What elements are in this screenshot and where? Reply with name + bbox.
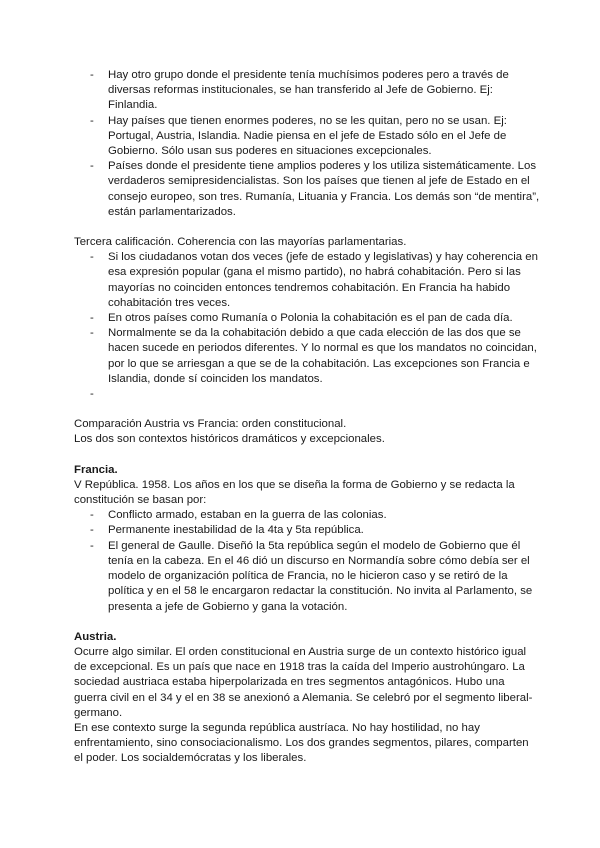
comparison-line: Comparación Austria vs Francia: orden constitucional. [74, 418, 347, 431]
austria-paragraph: Ocurre algo similar. El orden constitucional en Austria surge de un contexto histórico igual de excepcional. Es un país que nace en 1918 tras la caída del Imperio austrohúngaro. La sociedad austriaca estaba hiperpolarizada en tres segmentos antagónicos. Hubo una guerra civil en el 34 y el en 38 se anexionó a Alemania. Se celebró por el segmento liberal-germano. [74, 645, 533, 719]
list-item: - Países donde el presidente tiene amplios poderes y los utiliza sistemáticamente. Los verdaderos semipresidencialistas. Son los países que tienen al jefe de Estado en el consejo europeo, son tres. Rumanía, Lituania y Francia. Los demás son “de mentira”, están parlamentarizados. [74, 159, 540, 220]
list-item: - Normalmente se da la cohabitación debido a que cada elección de las dos que se hacen sucede en periodos diferentes. Y lo normal es que los mandatos no coincidan, por lo que se arriesgan a que se de la cohabitación. Las excepciones son Francia e Islandia, donde sí coinciden los mandatos. [74, 326, 540, 387]
cohabitation-list [74, 250, 540, 402]
tercera-intro: Tercera calificación. Coherencia con las mayorías parlamentarias. [74, 236, 407, 249]
list-item: - El general de Gaulle. Diseñó la 5ta república según el modelo de Gobierno que él tenía en la cabeza. En el 46 dió un discurso en Normandía sobre cómo debía ser el modelo de organización política de Francia, no le hicieron caso y se retiró de la política y en el 58 le encargaron redactar la constitución. No invita al Parlamento, se presenta a jefe de Gobierno y gana la votación. [74, 539, 540, 615]
list-item: - Conflicto armado, estaban en la guerra de las colonias. [74, 508, 540, 523]
list-item: - Hay países que tienen enormes poderes, no se les quitan, pero no se usan. Ej: Portugal, Austria, Islandia. Nadie piensa en el jefe de Estado sólo en el Jefe de Gobierno. Sólo usan sus poderes en situaciones excepcionales. [74, 114, 540, 160]
austria-paragraph: En ese contexto surge la segunda república austríaca. No hay hostilidad, no hay enfrentamiento, sino consociacionalismo. Los dos grandes segmentos, pilares, comparten el poder. Los socialdemócratas y los liberales. [74, 721, 529, 765]
list-item: - Permanente inestabilidad de la 4ta y 5ta república. [74, 523, 540, 538]
section-heading-austria: Austria. [74, 630, 117, 643]
list-item: - En otros países como Rumanía o Polonia la cohabitación es el pan de cada día. [74, 311, 540, 326]
francia-list [74, 508, 540, 614]
francia-intro: V República. 1958. Los años en los que se diseña la forma de Gobierno y se redacta la constitución se basan por: [74, 478, 515, 507]
semipresidential-list [74, 68, 540, 220]
section-heading-francia: Francia. [74, 463, 118, 476]
comparison-line: Los dos son contextos históricos dramáticos y excepcionales. [74, 433, 385, 446]
list-item: - Si los ciudadanos votan dos veces (jefe de estado y legislativas) y hay coherencia en esa expresión popular (gana el mismo partido), no habrá cohabitación. Pero si las mayorías no coinciden entonces tendremos cohabitación. En Francia ha habido cohabitación tres veces. [74, 250, 540, 311]
list-item-empty [74, 387, 540, 402]
list-item: - Hay otro grupo donde el presidente tenía muchísimos poderes pero a través de diversas reformas institucionales, se han transferido al Jefe de Gobierno. Ej: Finlandia. [74, 68, 540, 114]
